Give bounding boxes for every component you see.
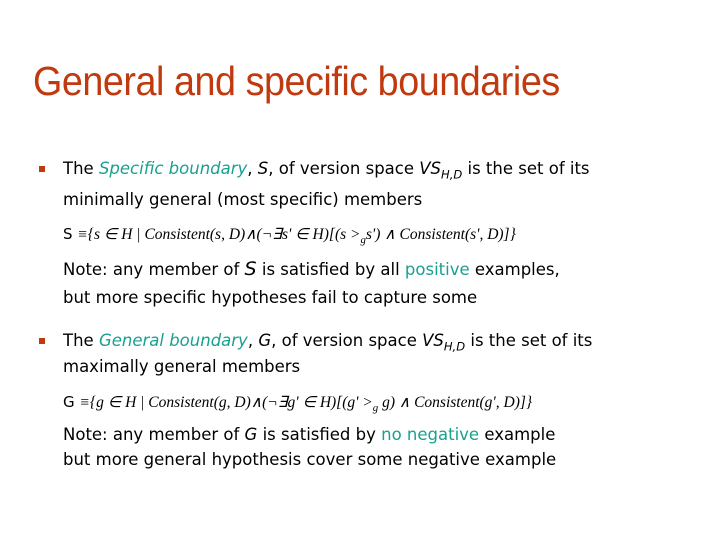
note-specific-line2: but more specific hypotheses fail to capture some — [63, 288, 478, 307]
note-specific-line1: Note: any member of S is satisfied by all positive examples, — [63, 258, 560, 280]
term-specific-boundary: Specific boundary — [98, 159, 248, 178]
square-bullet-icon — [39, 338, 45, 344]
bullet-text-line1: The General boundary, G, of version space $VS_{H,D}$ is the set of its — [63, 331, 593, 354]
bullet-text-line1: The Specific boundary, S, of version space $VS_{H,D}$ is the set of its — [63, 159, 590, 182]
bullet-text-line2: minimally general (most specific) members — [63, 190, 423, 209]
formula-specific-boundary: S ≡{s ∈ H | Consistent(s, D)∧(¬∃s' ∈ $H)[(s >_gs')$ ∧ Consistent(s', D)]} — [63, 225, 516, 247]
square-bullet-icon — [39, 166, 45, 172]
note-general-line1: Note: any member of G is satisfied by no negative example — [63, 425, 556, 444]
slide-title: General and specific boundaries — [33, 58, 560, 104]
term-general-boundary: General boundary — [98, 331, 248, 350]
bullet-text-line2: maximally general members — [63, 357, 301, 376]
note-general-line2: but more general hypothesis cover some negative example — [63, 450, 557, 469]
formula-general-boundary: G ≡{g ∈ H | Consistent(g, D)∧(¬∃g' ∈ $H)[(g' >_g$ g) ∧ Consistent(g', D)]} — [63, 393, 533, 415]
